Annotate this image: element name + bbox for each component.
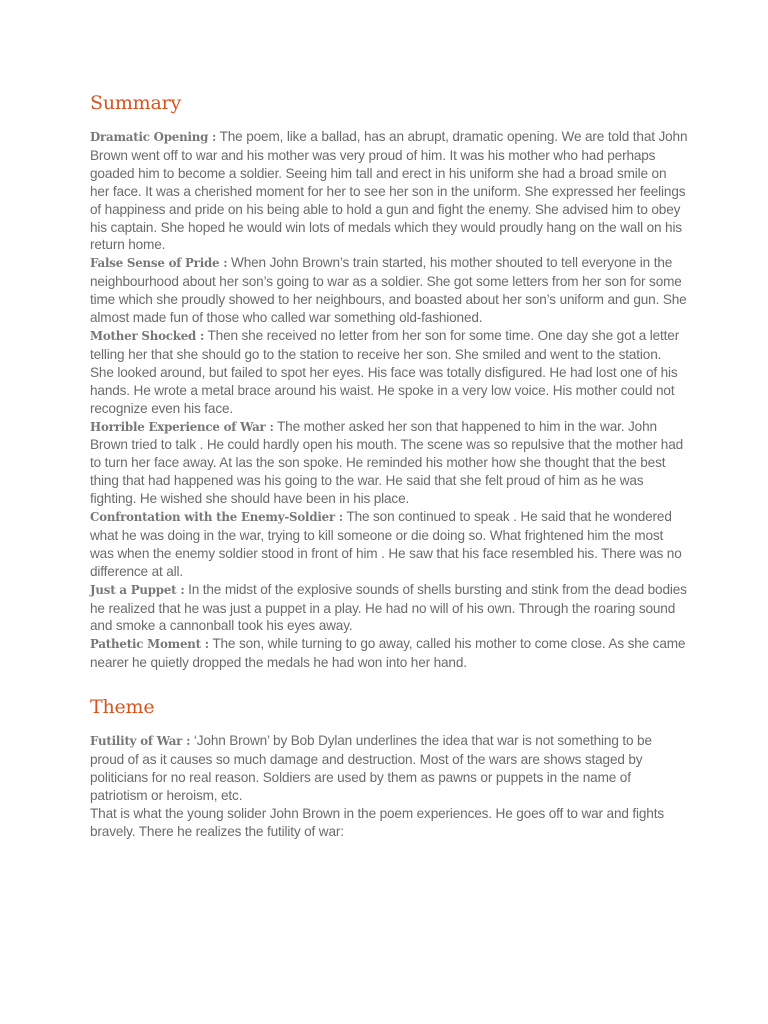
- paragraph-just-a-puppet: [90, 581, 688, 636]
- document-page: [90, 92, 688, 841]
- summary-heading: Summary: [90, 92, 182, 114]
- paragraph-label: Futility of War :: [90, 734, 191, 749]
- paragraph-text: ‘John Brown’ by Bob Dylan underlines the idea that war is not something to be proud of as it causes so much damage and destruction. Most of the wars are shows staged by politicians for no real reason. Soldiers are used by them as pawns or puppets in the name of patriotism or heroism, etc.: [90, 733, 652, 803]
- paragraph-horrible-experience: [90, 418, 688, 509]
- paragraph-text: The son, while turning to go away, called his mother to come close. As she came nearer he quietly dropped the medals he had won into her hand.: [90, 636, 686, 671]
- theme-heading: Theme: [90, 696, 155, 719]
- paragraph-confrontation: [90, 508, 688, 581]
- paragraph-label: Dramatic Opening :: [90, 130, 217, 144]
- paragraph-text: That is what the young solider John Brown in the poem experiences. He goes off to war and fights bravely. There he realizes the futility of war:: [90, 805, 664, 839]
- paragraph-text: The son continued to speak . He said that he wondered what he was doing in the war, trying to kill someone or die doing so. What frightened him the most was when the enemy soldier stood in front of him . He saw that his face resembled his. There was no difference at all.: [90, 509, 682, 579]
- paragraph-label: Horrible Experience of War :: [90, 419, 274, 434]
- paragraph-text: In the midst of the explosive sounds of shells bursting and stink from the dead bodies he realized that he was just a puppet in a play. He had no will of his own. Through the roaring sound and smoke a cannonball took his eyes away.: [90, 581, 687, 634]
- paragraph-label: Mother Shocked :: [90, 328, 205, 343]
- paragraph-label: Just a Puppet :: [90, 582, 185, 597]
- paragraph-dramatic-opening: [90, 128, 688, 254]
- paragraph-label: False Sense of Pride :: [90, 256, 228, 271]
- paragraph-text: The mother asked her son that happened to him in the war. John Brown tried to talk . He could hardly open his mouth. The scene was so repulsive that the mother had to turn her face away. At las the son spoke. He reminded his mother how she thought that the best thing that had happened was his going to the war. He said that she felt proud of him as he was fighting. He wished she should have been in his place.: [90, 418, 684, 507]
- paragraph-mother-shocked: [90, 327, 688, 418]
- paragraph-futility-of-war: [90, 732, 688, 805]
- paragraph-text: When John Brown’s train started, his mother shouted to tell everyone in the neighbourhood about her son’s going to war as a soldier. She got some letters from her son for some time which she proudly showed to her neighbours, and boasted about her son’s uniform and gun. She almost made fun of those who called war something old-fashioned.: [90, 255, 687, 326]
- paragraph-label: Confrontation with the Enemy-Soldier :: [90, 510, 344, 525]
- paragraph-text: Then she received no letter from her son for some time. One day she got a letter telling her that she should go to the station to receive her son. She smiled and went to the station. She looked around, but failed to spot her eyes. His face was totally disfigured. He had lost one of his hands. He wrote a metal brace around his waist. He spoke in a very low voice. His mother could not recognize even his face.: [90, 327, 680, 416]
- paragraph-text: The poem, like a ballad, has an abrupt, dramatic opening. We are told that John Brown went off to war and his mother was very proud of him. It was his mother who had perhaps goaded him to become a soldier. Seeing him tall and erect in his uniform she had a broad smile on her face. It was a cherished moment for her to see her son in the uniform. She expressed her feelings of happiness and pride on his being able to hold a gun and fight the enemy. She advised him to obey his captain. She hoped he would win lots of medals which they would proudly hang on the wall on his return home.: [90, 129, 688, 253]
- paragraph-label: Pathetic Moment :: [90, 637, 209, 652]
- paragraph-theme-continuation: [90, 805, 688, 841]
- paragraph-false-sense-of-pride: [90, 254, 688, 327]
- paragraph-pathetic-moment: [90, 635, 688, 672]
